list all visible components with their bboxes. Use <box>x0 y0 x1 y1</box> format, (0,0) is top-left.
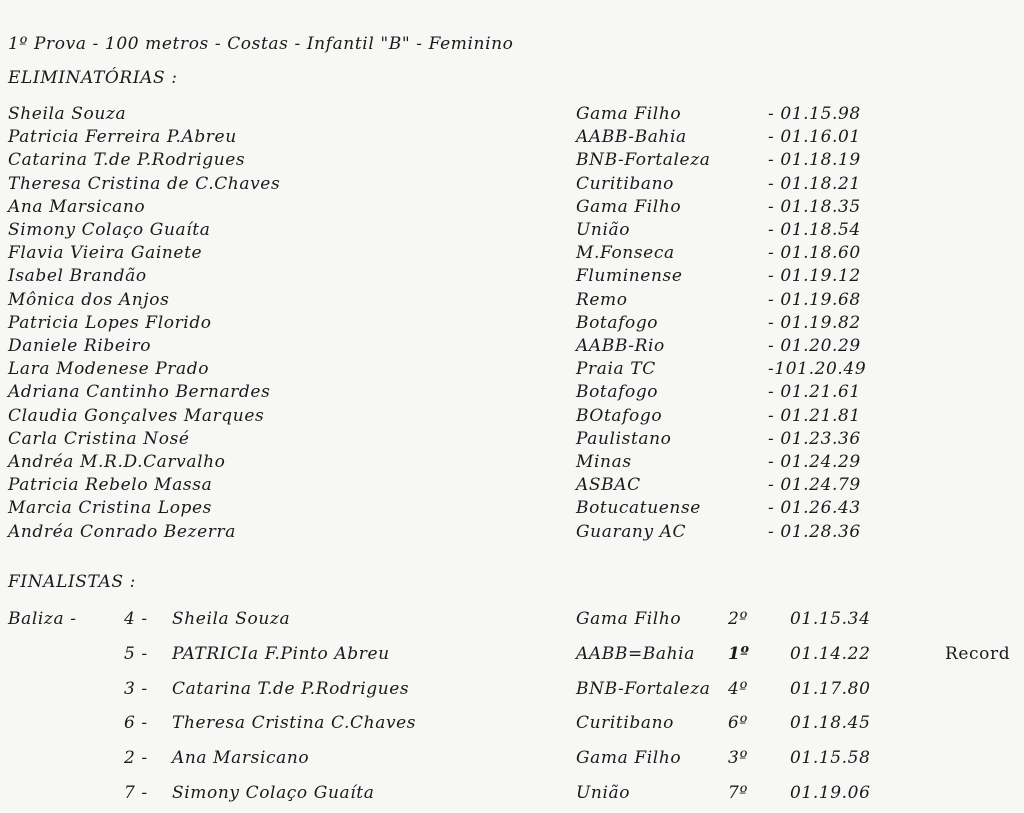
place-value: 2º <box>728 609 749 629</box>
time-value: - 01.18.35 <box>768 196 861 217</box>
table-row <box>0 150 1024 173</box>
table-row <box>0 522 1024 545</box>
time-value: - 01.18.54 <box>768 220 861 240</box>
swimmer-name: Lara Modenese Prado <box>8 359 210 380</box>
swimmer-name: Sheila Souza <box>8 104 127 124</box>
table-row <box>0 609 1024 639</box>
swimmer-name: Flavia Vieira Gainete <box>8 243 203 264</box>
club-name: BNB-Fortaleza <box>576 678 711 699</box>
table-row <box>0 266 1024 289</box>
time-value: 01.17.80 <box>790 678 871 699</box>
swimmer-name: Simony Colaço Guaíta <box>8 220 211 240</box>
time-value: - 01.20.29 <box>768 336 861 356</box>
time-value: - 01.18.19 <box>768 150 861 171</box>
time-value: - 01.18.21 <box>768 173 861 194</box>
table-row <box>0 498 1024 521</box>
table-row <box>0 429 1024 452</box>
swimmer-name: Theresa Cristina C.Chaves <box>172 713 417 734</box>
swimmer-name: Patricia Rebelo Massa <box>8 475 213 496</box>
table-row <box>0 290 1024 313</box>
table-row <box>0 336 1024 359</box>
swimmer-name: Carla Cristina Nosé <box>8 428 190 449</box>
club-name: Curitibano <box>576 173 674 194</box>
time-value: - 01.19.68 <box>768 289 861 310</box>
swimmer-name: Theresa Cristina de C.Chaves <box>8 173 281 194</box>
swimmer-name: Daniele Ribeiro <box>8 336 152 356</box>
club-name: Fluminense <box>576 266 683 287</box>
club-name: Minas <box>576 452 632 472</box>
table-row <box>0 644 1024 674</box>
place-value: 4º <box>728 678 749 699</box>
club-name: Gama Filho <box>576 748 682 769</box>
swimmer-name: Andréa Conrado Bezerra <box>8 521 236 542</box>
swimmer-name: Ana Marsicano <box>8 196 146 217</box>
club-name: Paulistano <box>576 428 672 449</box>
lane-number: 4 - <box>124 609 148 629</box>
swimmer-name: Claudia Gonçalves Marques <box>8 405 265 426</box>
swimmer-name: Catarina T.de P.Rodrigues <box>172 678 410 699</box>
place-value: 6º <box>728 713 749 734</box>
swimmer-name: Adriana Cantinho Bernardes <box>8 382 271 403</box>
swimmer-name: Patricia Ferreira P.Abreu <box>8 127 237 148</box>
table-row <box>0 104 1024 127</box>
place-value: 7º <box>728 783 749 803</box>
club-name: Gama Filho <box>576 609 682 629</box>
club-name: M.Fonseca <box>576 243 675 264</box>
club-name: Remo <box>576 289 628 310</box>
club-name: Botucatuense <box>576 498 701 519</box>
table-row <box>0 127 1024 150</box>
time-value: 01.19.06 <box>790 783 871 803</box>
swimmer-name: Ana Marsicano <box>172 748 310 769</box>
place-value: 1º <box>728 643 750 664</box>
swimmer-name: Patricia Lopes Florido <box>8 312 212 333</box>
baliza-label: Baliza - <box>8 609 77 629</box>
time-value: - 01.26.43 <box>768 498 861 519</box>
club-name: AABB=Bahia <box>576 643 695 664</box>
time-value: - 01.19.12 <box>768 266 861 287</box>
time-value: 01.14.22 <box>790 643 871 664</box>
club-name: Botafogo <box>576 312 659 333</box>
finalistas-heading: FINALISTAS : <box>8 572 136 592</box>
club-name: BOtafogo <box>576 405 663 426</box>
place-value: 3º <box>728 748 749 769</box>
table-row <box>0 783 1024 813</box>
table-row <box>0 197 1024 220</box>
club-name: Guarany AC <box>576 521 687 542</box>
club-name: Praia TC <box>576 359 656 380</box>
lane-number: 2 - <box>124 748 148 769</box>
club-name: Botafogo <box>576 382 659 403</box>
time-value: - 01.15.98 <box>768 104 861 124</box>
time-value: - 01.21.61 <box>768 382 861 403</box>
table-row <box>0 406 1024 429</box>
time-value: -101.20.49 <box>768 359 867 380</box>
time-value: - 01.21.81 <box>768 405 861 426</box>
time-value: 01.15.58 <box>790 748 871 769</box>
time-value: 01.18.45 <box>790 713 871 734</box>
table-row <box>0 713 1024 743</box>
lane-number: 7 - <box>124 783 148 803</box>
club-name: ASBAC <box>576 475 641 496</box>
table-row <box>0 313 1024 336</box>
page-title: 1º Prova - 100 metros - Costas - Infantil "B" - Feminino <box>8 34 514 54</box>
time-value: - 01.24.29 <box>768 452 861 472</box>
lane-number: 5 - <box>124 643 148 664</box>
club-name: Gama Filho <box>576 104 682 124</box>
time-value: - 01.28.36 <box>768 521 861 542</box>
table-row <box>0 475 1024 498</box>
swimmer-name: Marcia Cristina Lopes <box>8 498 213 519</box>
table-row <box>0 679 1024 709</box>
swimmer-name: Mônica dos Anjos <box>8 289 170 310</box>
swimmer-name: Simony Colaço Guaíta <box>172 783 375 803</box>
lane-number: 3 - <box>124 678 148 699</box>
club-name: Curitibano <box>576 713 674 734</box>
table-row <box>0 382 1024 405</box>
club-name: União <box>576 220 631 240</box>
table-row <box>0 174 1024 197</box>
table-row <box>0 220 1024 243</box>
note-text: Record <box>945 643 1011 664</box>
time-value: - 01.16.01 <box>768 127 861 148</box>
club-name: Gama Filho <box>576 196 682 217</box>
time-value: - 01.19.82 <box>768 312 861 333</box>
club-name: União <box>576 783 631 803</box>
table-row <box>0 359 1024 382</box>
club-name: AABB-Bahia <box>576 127 687 148</box>
time-value: - 01.18.60 <box>768 243 861 264</box>
swimmer-name: Isabel Brandão <box>8 266 147 287</box>
club-name: AABB-Rio <box>576 336 665 356</box>
swimmer-name: Catarina T.de P.Rodrigues <box>8 150 246 171</box>
table-row <box>0 243 1024 266</box>
swimmer-name: PATRICIa F.Pinto Abreu <box>172 643 390 664</box>
eliminatorias-heading: ELIMINATÓRIAS : <box>8 68 178 88</box>
lane-number: 6 - <box>124 713 148 734</box>
time-value: - 01.24.79 <box>768 475 861 496</box>
swimmer-name: Sheila Souza <box>172 609 291 629</box>
time-value: - 01.23.36 <box>768 428 861 449</box>
swimmer-name: Andréa M.R.D.Carvalho <box>8 452 226 472</box>
table-row <box>0 748 1024 778</box>
table-row <box>0 452 1024 475</box>
time-value: 01.15.34 <box>790 609 871 629</box>
club-name: BNB-Fortaleza <box>576 150 711 171</box>
